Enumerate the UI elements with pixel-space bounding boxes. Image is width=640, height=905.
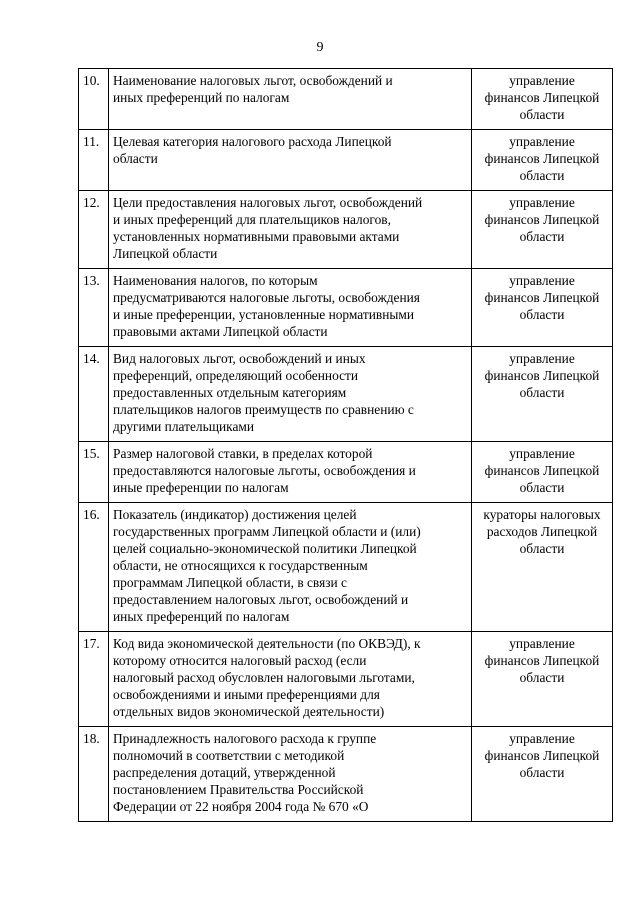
row-number: 10. bbox=[79, 69, 109, 130]
row-responsible: управление финансов Липецкой области bbox=[472, 269, 613, 347]
table-row bbox=[79, 191, 613, 269]
row-name: Код вида экономической деятельности (по ОКВЭД), к которому относится налоговый расход (если налоговый расход обусловлен налоговыми льготами, освобождениями и иными преференциями для отдельных видов экономической деятельности) bbox=[109, 632, 472, 727]
table-row bbox=[79, 442, 613, 503]
table-row bbox=[79, 632, 613, 727]
table-row bbox=[79, 503, 613, 632]
tax-expense-table bbox=[78, 68, 613, 822]
page-number: 9 bbox=[316, 40, 324, 55]
row-responsible: управление финансов Липецкой области bbox=[472, 130, 613, 191]
row-responsible: кураторы налоговых расходов Липецкой области bbox=[472, 503, 613, 632]
row-name: Наименование налоговых льгот, освобождений и иных преференций по налогам bbox=[109, 69, 472, 130]
row-number: 13. bbox=[79, 269, 109, 347]
row-responsible: управление финансов Липецкой области bbox=[472, 442, 613, 503]
row-number: 18. bbox=[79, 727, 109, 822]
row-number: 16. bbox=[79, 503, 109, 632]
row-responsible: управление финансов Липецкой области bbox=[472, 191, 613, 269]
table-row bbox=[79, 130, 613, 191]
row-number: 15. bbox=[79, 442, 109, 503]
row-number: 14. bbox=[79, 347, 109, 442]
row-name: Размер налоговой ставки, в пределах которой предоставляются налоговые льготы, освобождения и иные преференции по налогам bbox=[109, 442, 472, 503]
row-responsible: управление финансов Липецкой области bbox=[472, 727, 613, 822]
row-number: 12. bbox=[79, 191, 109, 269]
row-number: 17. bbox=[79, 632, 109, 727]
table-row bbox=[79, 269, 613, 347]
row-responsible: управление финансов Липецкой области bbox=[472, 347, 613, 442]
row-name: Целевая категория налогового расхода Липецкой области bbox=[109, 130, 472, 191]
table-row bbox=[79, 347, 613, 442]
row-name: Цели предоставления налоговых льгот, освобождений и иных преференций для плательщиков налогов, установленных нормативными правовыми актами Липецкой области bbox=[109, 191, 472, 269]
row-name: Показатель (индикатор) достижения целей государственных программ Липецкой области и (или) целей социально-экономической политики Липецкой области, не относящихся к государственным программам Липецкой области, в связи с предоставлением налоговых льгот, освобождений и иных преференций по налогам bbox=[109, 503, 472, 632]
row-name: Принадлежность налогового расхода к группе полномочий в соответствии с методикой распределения дотаций, утвержденной постановлением Правительства Российской Федерации от 22 ноября 2004 года № 670 «О bbox=[109, 727, 472, 822]
row-responsible: управление финансов Липецкой области bbox=[472, 632, 613, 727]
table-row bbox=[79, 69, 613, 130]
row-responsible: управление финансов Липецкой области bbox=[472, 69, 613, 130]
row-name: Вид налоговых льгот, освобождений и иных преференций, определяющий особенности предоставленных отдельным категориям плательщиков налогов преимуществ по сравнению с другими плательщиками bbox=[109, 347, 472, 442]
row-number: 11. bbox=[79, 130, 109, 191]
table-row bbox=[79, 727, 613, 822]
row-name: Наименования налогов, по которым предусматриваются налоговые льготы, освобождения и иные преференции, установленные нормативными правовыми актами Липецкой области bbox=[109, 269, 472, 347]
